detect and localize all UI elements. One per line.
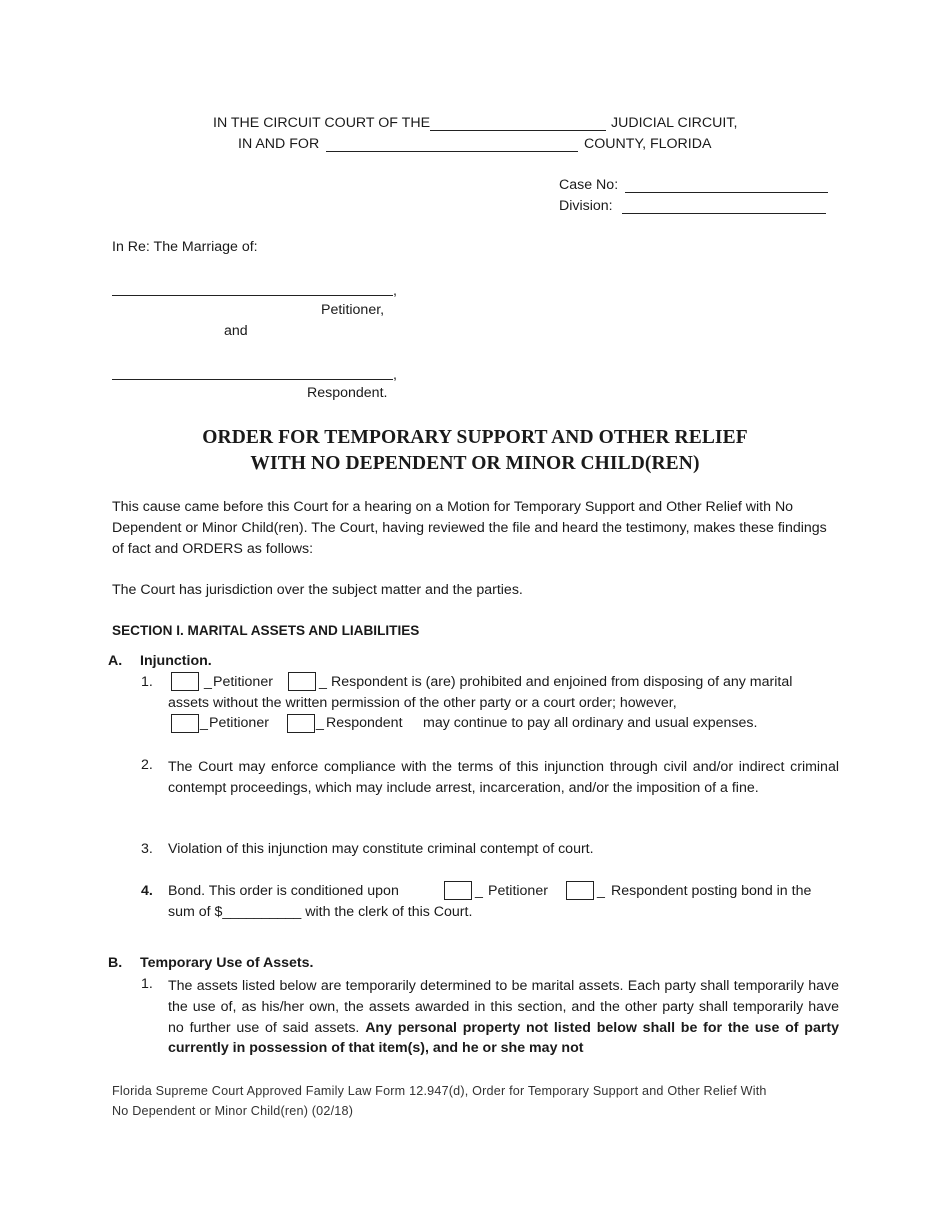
item1-text-line2: assets without the written permission of the other party or a court order; however, [168,695,677,711]
item1-number: 1. [141,674,153,690]
item1-petitioner2-label: Petitioner [209,715,269,731]
intro-paragraph: This cause came before this Court for a hearing on a Motion for Temporary Support and Other Relief with No Dependent or Minor Child(ren). The Court, having reviewed the file and heard the testimony, makes these findings of fact and ORDERS as follows: [112,499,827,557]
footer-line2: No Dependent or Minor Child(ren) (02/18) [112,1104,354,1118]
case-no-field[interactable] [625,192,828,193]
item1-petitioner2-checkbox[interactable] [171,714,199,733]
item1-respondent-underscore: _ [319,674,327,690]
item4-petitioner-label: Petitioner [488,883,548,899]
respondent-name-field[interactable] [112,379,393,380]
b1-paragraph [168,976,839,1059]
section1-heading: SECTION I. MARITAL ASSETS AND LIABILITIES [112,623,420,638]
subsection-b-letter: B. [108,955,123,971]
item1-petitioner-checkbox[interactable] [171,672,199,691]
item4-text-a: Bond. This order is conditioned upon [168,883,399,899]
item1-petitioner-underscore: _ [204,674,212,690]
case-no-label: Case No: [559,177,619,193]
b1-text: The assets listed below are temporarily determined to be marital assets. Each party shall temporarily have the use of, as his/her own, the assets awarded in this section, and the other party shall temporarily have no further use of said assets. [168,978,839,1036]
court-line2-suffix: COUNTY, FLORIDA [584,136,712,152]
petitioner-comma: , [393,283,397,299]
in-re-label: In Re: The Marriage of: [112,239,258,255]
item4-number: 4. [141,883,153,899]
item1-text-line3: may continue to pay all ordinary and usual expenses. [423,715,758,731]
footer-line1: Florida Supreme Court Approved Family Law Form 12.947(d), Order for Temporary Support and Other Relief With [112,1084,767,1098]
division-field[interactable] [622,213,826,214]
form-title-line2: WITH NO DEPENDENT OR MINOR CHILD(REN) [250,453,700,474]
jurisdiction-statement: The Court has jurisdiction over the subject matter and the parties. [112,582,523,598]
and-label: and [224,323,248,339]
subsection-a-title: Injunction. [140,653,212,669]
item3-text: Violation of this injunction may constitute criminal contempt of court. [168,841,594,857]
division-label: Division: [559,198,613,214]
item1-respondent2-label: Respondent [326,715,403,731]
county-blank[interactable] [326,151,578,152]
item2-number: 2. [141,757,153,773]
b1-bold-text: Any personal property not listed below shall be for the use of party currently in possession of that item(s), and he or she may not [168,1019,839,1057]
b1-number: 1. [141,976,153,992]
item1-respondent2-underscore: _ [316,715,324,731]
court-line1-suffix: JUDICIAL CIRCUIT, [611,115,738,131]
item1-petitioner2-underscore: _ [200,715,208,731]
form-title-line1: ORDER FOR TEMPORARY SUPPORT AND OTHER RELIEF [202,427,748,448]
petitioner-label: Petitioner, [321,302,385,318]
subsection-b-title: Temporary Use of Assets. [140,955,314,971]
item2-text: The Court may enforce compliance with the terms of this injunction through civil and/or indirect criminal contempt proceedings, which may include arrest, incarceration, and/or the imposition of a fine. [168,759,839,796]
item4-respondent-checkbox[interactable] [566,881,594,900]
judicial-circuit-blank[interactable] [430,130,606,131]
court-line1-prefix: IN THE CIRCUIT COURT OF THE [213,115,431,131]
item4-text-c: sum of $__________ with the clerk of this Court. [168,904,473,920]
item1-petitioner-label: Petitioner [213,674,273,690]
item1-text-line1: Respondent is (are) prohibited and enjoined from disposing of any marital [331,674,793,690]
court-line2-prefix: IN AND FOR [238,136,320,152]
item4-text-b: Respondent posting bond in the [611,883,812,899]
item4-respondent-underscore: _ [597,883,605,899]
petitioner-name-field[interactable] [112,295,393,296]
subsection-a-letter: A. [108,653,123,669]
item1-respondent-checkbox[interactable] [288,672,316,691]
item1-respondent2-checkbox[interactable] [287,714,315,733]
respondent-label: Respondent. [307,385,388,401]
item3-number: 3. [141,841,153,857]
item4-petitioner-checkbox[interactable] [444,881,472,900]
item4-petitioner-underscore: _ [475,883,483,899]
respondent-comma: , [393,367,397,383]
